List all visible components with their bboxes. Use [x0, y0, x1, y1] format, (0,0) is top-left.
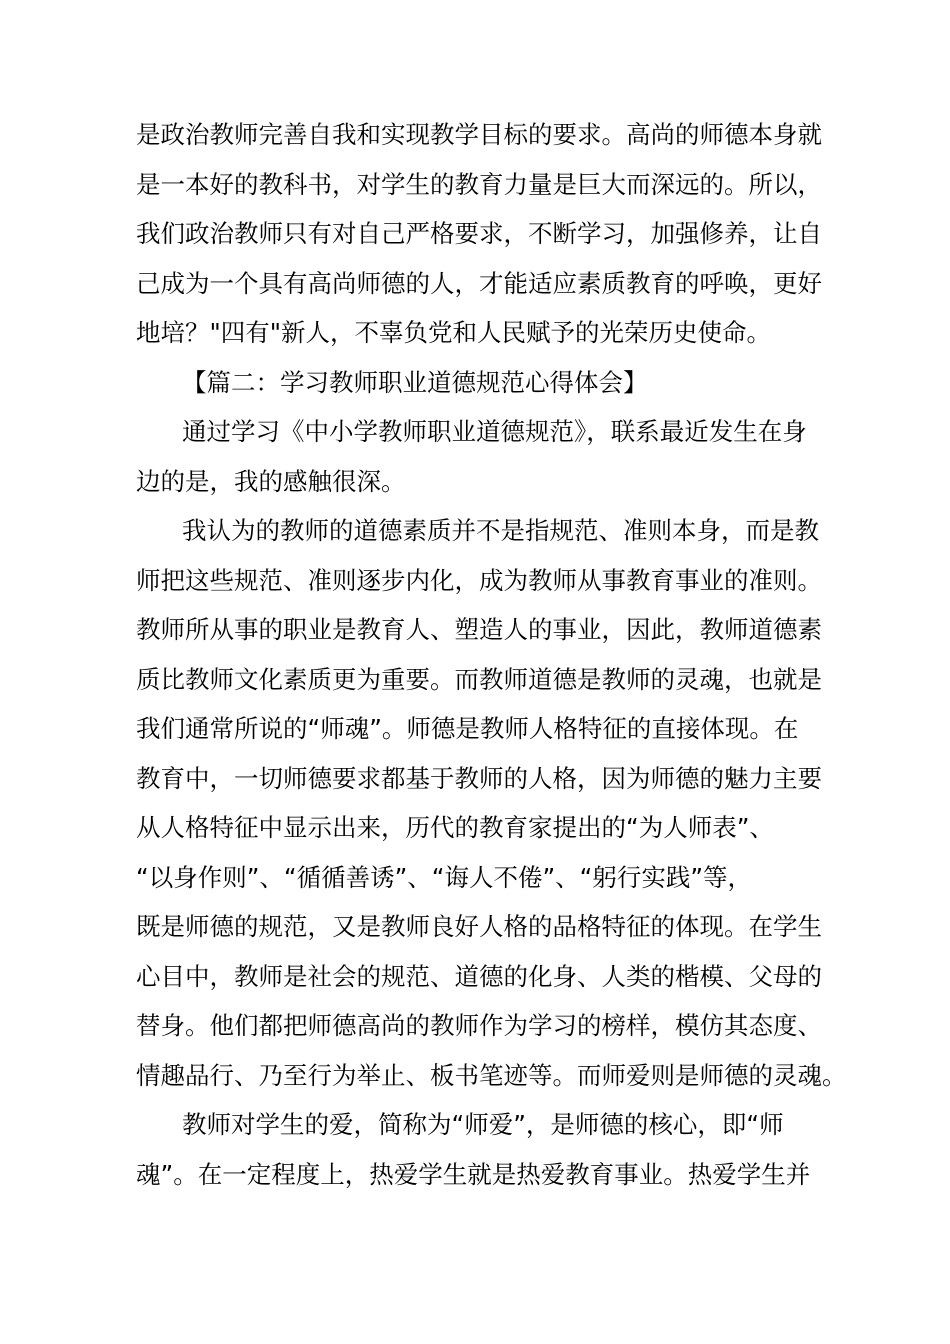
- paragraph-first-line: 我认为的教师的道德素质并不是指规范、准则本身，而是教: [182, 516, 819, 545]
- paragraph-line: 是政治教师完善自我和实现教学目标的要求。高尚的师德本身就: [136, 120, 822, 149]
- paragraph-line: 是一本好的教科书，对学生的教育力量是巨大而深远的。所以，: [136, 169, 822, 199]
- paragraph-line: 边的是，我的感触很深。: [136, 466, 406, 496]
- paragraph-line: 质比教师文化素质更为重要。而教师道德是教师的灵魂，也就是: [136, 664, 822, 694]
- paragraph-line: 魂”。在一定程度上，热爱学生就是热爱教育事业。热爱学生并: [136, 1159, 811, 1189]
- paragraph-line: 情趣品行、乃至行为举止、板书笔迹等。而师爱则是师德的灵魂。: [136, 1060, 847, 1090]
- paragraph-line: “以身作则”、“循循善诱”、“诲人不倦”、“躬行实践”等，: [136, 862, 753, 892]
- paragraph-line: 教师所从事的职业是教育人、塑造人的事业，因此，教师道德素: [136, 615, 822, 644]
- paragraph-line: 教育中，一切师德要求都基于教师的人格，因为师德的魅力主要: [136, 763, 822, 793]
- paragraph-first-line: 教师对学生的爱，简称为“师爱”，是师德的核心，即“师: [182, 1110, 784, 1139]
- paragraph-line: 己成为一个具有高尚师德的人，才能适应素质教育的呼唤，更好: [136, 268, 822, 298]
- paragraph-line: 既是师德的规范，又是教师良好人格的品格特征的体现。在学生: [136, 912, 822, 941]
- paragraph-line: 我们通常所说的“师魂”。师德是教师人格特征的直接体现。在: [136, 714, 799, 743]
- paragraph-line: 替身。他们都把师德高尚的教师作为学习的榜样，模仿其态度、: [136, 1011, 822, 1040]
- paragraph-line: 师把这些规范、准则逐步内化，成为教师从事教育事业的准则。: [136, 565, 822, 595]
- paragraph-line: 心目中，教师是社会的规范、道德的化身、人类的楷模、父母的: [136, 961, 822, 991]
- paragraph-line: 地培？"四有"新人，不辜负党和人民赋予的光荣历史使命。: [136, 318, 772, 347]
- section-heading: 【篇二：学习教师职业道德规范心得体会】: [182, 367, 648, 397]
- paragraph-first-line: 通过学习《中小学教师职业道德规范》，联系最近发生在身: [182, 417, 807, 446]
- paragraph-line: 我们政治教师只有对自己严格要求，不断学习，加强修养，让自: [136, 219, 822, 248]
- paragraph-line: 从人格特征中显示出来，历代的教育家提出的“为人师表”、: [136, 813, 774, 842]
